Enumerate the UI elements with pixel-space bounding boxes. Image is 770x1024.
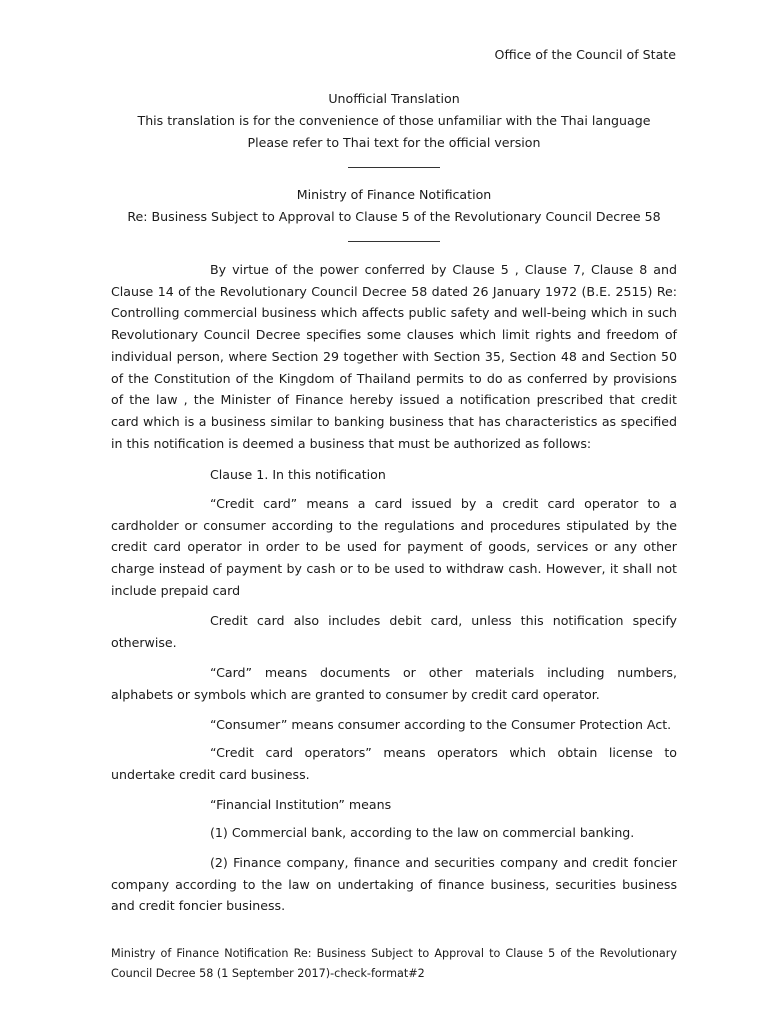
credit-card-definition: “Credit card” means a card issued by a credit card operator to a cardholder or consumer according to the regulations and procedures stipulated by the credit card operator in order to be used for payment of goods, services or any other charge instead of payment by cash or to be used to withdraw cash. However, it shall not include prepaid card (111, 496, 677, 598)
financial-institution-definition: “Financial Institution” means (210, 797, 392, 812)
card-definition: “Card” means documents or other materials including numbers, alphabets or symbols which are granted to consumer by credit card operator. (111, 665, 677, 702)
office-header: Office of the Council of State (494, 47, 676, 62)
consumer-definition: “Consumer” means consumer according to the Consumer Protection Act. (210, 717, 672, 732)
subject-title: Re: Business Subject to Approval to Clause 5 of the Revolutionary Council Decree 58 (127, 209, 661, 224)
list-item-2: (2) Finance company, finance and securities company and credit foncier company according to the law on undertaking of finance business, securities business and credit foncier business. (111, 855, 677, 914)
divider-line (348, 241, 440, 242)
intro-paragraph: By virtue of the power conferred by Clause 5 , Clause 7, Clause 8 and Clause 14 of the Revolutionary Council Decree 58 dated 26 January 1972 (B.E. 2515) Re: Controlling commercial business which affects public safety and well-being which in such Revolutionary Council Decree specifies some clauses which limit rights and freedom of individual person, where Section 29 together with Section 35, Section 48 and Section 50 of the Constitution of the Kingdom of Thailand permits to do as conferred by provisions of the law , the Minister of Finance hereby issued a notification prescribed that credit card which is a business similar to banking business that has characteristics as specified in this notification is deemed a business that must be authorized as follows: (111, 262, 677, 451)
divider-line (348, 167, 440, 168)
clause-1-heading: Clause 1. In this notification (210, 467, 386, 482)
operators-definition: “Credit card operators” means operators which obtain license to undertake credit card business. (111, 745, 677, 782)
list-item-1: (1) Commercial bank, according to the law on commercial banking. (210, 825, 635, 840)
page-footer: Ministry of Finance Notification Re: Business Subject to Approval to Clause 5 of the Revolutionary Council Decree 58 (1 September 2017)-check-format#2 (111, 947, 677, 980)
unofficial-translation-heading: Unofficial Translation (328, 91, 460, 106)
ministry-title: Ministry of Finance Notification (296, 187, 492, 202)
debit-card-paragraph: Credit card also includes debit card, unless this notification specify otherwise. (111, 613, 677, 650)
refer-note: Please refer to Thai text for the official version (247, 135, 541, 150)
convenience-note: This translation is for the convenience of those unfamiliar with the Thai language (137, 113, 651, 128)
